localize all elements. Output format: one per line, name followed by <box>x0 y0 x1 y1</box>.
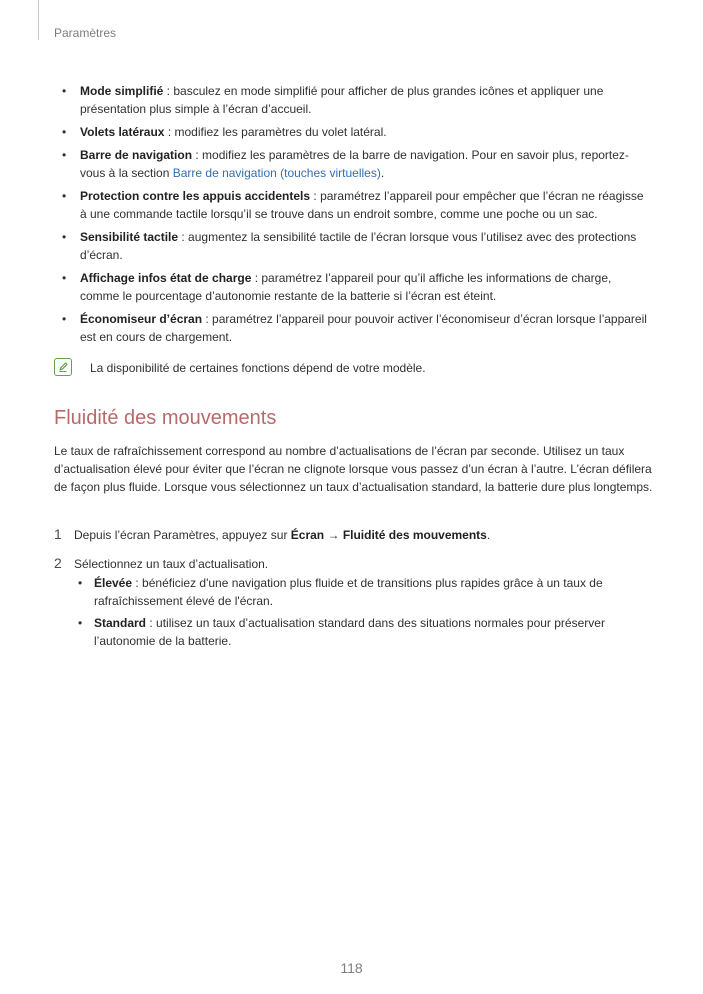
list-item <box>0 82 650 118</box>
section-paragraph: Le taux de rafraîchissement correspond au nombre d’actualisations de l’écran par seconde. Utilisez un taux d’actualisation élevé pour éviter que l’écran ne clignote lorsque vous passez d’un écran à l’autre. L’écran défilera de façon plus fluide. Lorsque vous sélectionnez un taux d’actualisation standard, la batterie dure plus longtemps. <box>54 444 653 494</box>
list-item <box>0 269 650 305</box>
option-term: Élevée <box>94 576 133 590</box>
bullet-text: : paramétrez l’appareil pour qu’il affiche les informations de charge, comme le pourcentage d’autonomie restante de la batterie si l’écran est éteint. <box>80 271 612 303</box>
option-text: : bénéficiez d'une navigation plus fluide et de transitions plus rapides grâce à un taux de rafraîchissement élevé de l'écran. <box>94 576 603 608</box>
list-item <box>0 228 650 264</box>
settings-bullet-list <box>0 82 703 351</box>
note-pencil-icon <box>54 358 72 376</box>
menu-motion-smoothness: Fluidité des mouvements <box>342 528 487 542</box>
bullet-text: : augmentez la sensibilité tactile de l’écran lorsque vous l’utilisez avec des protections d’écran. <box>80 230 637 262</box>
bullet-term: Protection contre les appuis accidentels <box>80 189 311 203</box>
step-number: 2 <box>54 555 62 571</box>
bullet-dot: • <box>62 230 67 244</box>
note-text: La disponibilité de certaines fonctions dépend de votre modèle. <box>90 361 426 375</box>
option-text: : utilisez un taux d’actualisation standard dans des situations normales pour préserver l’autonomie de la batterie. <box>94 616 605 648</box>
bullet-dot: • <box>62 125 67 139</box>
note <box>54 358 674 380</box>
list-item <box>0 146 650 182</box>
bullet-dot: • <box>78 616 83 630</box>
bullet-dot: • <box>62 271 67 285</box>
header-rule <box>38 0 39 40</box>
section-label: Paramètres <box>54 26 117 40</box>
navigation-bar-link[interactable]: Barre de navigation (touches virtuelles) <box>172 166 381 180</box>
bullet-term: Mode simplifié <box>80 84 164 98</box>
list-item <box>0 614 634 650</box>
bullet-text: : basculez en mode simplifié pour afficher de plus grandes icônes et appliquer une présentation plus simple à l’écran d’accueil. <box>80 84 604 116</box>
page-number: 118 <box>340 960 363 976</box>
bullet-dot: • <box>62 189 67 203</box>
section-title: Fluidité des mouvements <box>54 407 277 429</box>
bullet-text: : modifiez les paramètres du volet latéral. <box>164 125 387 139</box>
bullet-term: Économiseur d’écran <box>80 312 203 326</box>
refresh-rate-options <box>0 574 703 654</box>
bullet-dot: • <box>62 148 67 162</box>
step-text: Sélectionnez un taux d’actualisation. <box>74 557 269 571</box>
bullet-term: Affichage infos état de charge <box>80 271 252 285</box>
option-term: Standard <box>94 616 147 630</box>
bullet-dot: • <box>78 576 83 590</box>
bullet-text: : paramétrez l’appareil pour pouvoir activer l’économiseur d’écran lorsque l’appareil est en cours de chargement. <box>80 312 647 344</box>
bullet-dot: • <box>62 312 67 326</box>
bullet-term: Barre de navigation <box>80 148 193 162</box>
bullet-term: Volets latéraux <box>80 125 165 139</box>
list-item <box>0 310 650 346</box>
bullet-dot: • <box>62 84 67 98</box>
bullet-term: Sensibilité tactile <box>80 230 179 244</box>
step-text: Depuis l’écran Paramètres, appuyez sur Écran → Fluidité des mouvements. <box>74 528 491 542</box>
step-number: 1 <box>54 526 62 542</box>
bullet-text: : modifiez les paramètres de la barre de navigation. Pour en savoir plus, reportez-vous à la section <box>80 148 629 180</box>
bullet-text: : paramétrez l’appareil pour empêcher que l’écran ne réagisse à une commande tactile lorsqu’il se trouve dans un endroit sombre, comme une poche ou un sac. <box>80 189 644 221</box>
list-item <box>0 187 650 223</box>
bullet-text-end: . <box>380 166 385 180</box>
menu-screen: Écran <box>290 528 325 542</box>
list-item <box>0 123 650 141</box>
list-item <box>0 574 634 610</box>
